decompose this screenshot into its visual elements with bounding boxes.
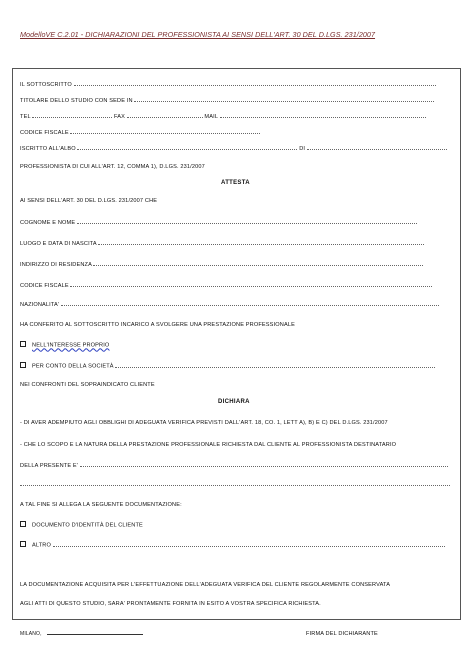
presente-label: DELLA PRESENTE E' <box>20 463 79 469</box>
sottoscritto-label: IL SOTTOSCRITTO <box>20 82 72 88</box>
iscritto-row <box>20 145 447 152</box>
interesse-proprio-label: NELL'INTERESSE PROPRIO <box>32 342 110 349</box>
sottoscritto-row <box>20 81 436 88</box>
document-title: ModelloVE C.2.01 - DICHIARAZIONI DEL PROFESSIONISTA AI SENSI DELL'ART. 30 DEL D.LGS. 231/2007 <box>20 30 376 39</box>
documentazione-text-2: AGLI ATTI DI QUESTO STUDIO, SARA' PRONTAMENTE FORNITA IN ESITO A VOSTRA SPECIFICA RICHIESTA. <box>20 601 321 607</box>
interesse-proprio-checkbox[interactable] <box>20 341 26 347</box>
interesse-proprio-row <box>20 341 109 349</box>
firma-label: FIRMA DEL DICHIARANTE <box>306 631 378 637</box>
indirizzo-label: INDIRIZZO DI RESIDENZA <box>20 262 92 268</box>
altro-label: ALTRO <box>32 542 51 549</box>
tel-label: TEL <box>20 114 31 120</box>
per-conto-label: PER CONTO DELLA SOCIETÀ <box>32 363 114 370</box>
codice-fiscale-2-field[interactable] <box>70 282 432 287</box>
professionista-text: PROFESSIONISTA DI CUI ALL'ART. 12, COMMA 1), D.LGS. 231/2007 <box>20 164 205 170</box>
milano-label: MILANO, <box>20 631 42 637</box>
presente-field[interactable] <box>80 462 448 467</box>
cognome-field[interactable] <box>77 219 417 224</box>
luogo-field[interactable] <box>98 240 424 245</box>
scopo-text: - CHE LO SCOPO E LA NATURA DELLA PRESTAZIONE PROFESSIONALE RICHIESTA DAL CLIENTE AL PROFESSIONISTA DESTINATARIO <box>20 442 397 448</box>
tel-field[interactable] <box>32 113 112 118</box>
per-conto-row <box>20 362 435 370</box>
attesta-heading: ATTESTA <box>221 180 250 186</box>
luogo-label: LUOGO E DATA DI NASCITA <box>20 241 97 247</box>
sottoscritto-field[interactable] <box>74 81 436 86</box>
codice-fiscale-2-label: CODICE FISCALE <box>20 283 69 289</box>
codice-fiscale-2-row <box>20 282 432 289</box>
altro-field[interactable] <box>53 542 445 547</box>
per-conto-checkbox[interactable] <box>20 362 26 368</box>
incarico-text: HA CONFERITO AL SOTTOSCRITTO INCARICO A SVOLGERE UNA PRESTAZIONE PROFESSIONALE <box>20 322 295 328</box>
documento-label: DOCUMENTO D'IDENTITÀ DEL CLIENTE <box>32 522 143 529</box>
albo-field[interactable] <box>77 145 297 150</box>
iscritto-label: ISCRITTO ALL'ALBO <box>20 146 76 152</box>
nazionalita-row <box>20 301 439 308</box>
albo-di-field[interactable] <box>307 145 447 150</box>
adempiuto-text: - DI AVER ADEMPIUTO AGLI OBBLIGHI DI ADEGUATA VERIFICA PREVISTI DALL'ART. 18, CO. 1, LETT A), B) E C) DEL D.LGS. 231/2007 <box>20 420 388 426</box>
cognome-label: COGNOME E NOME <box>20 220 76 226</box>
indirizzo-field[interactable] <box>93 261 423 266</box>
di-label: DI <box>299 146 306 152</box>
data-field[interactable] <box>47 634 143 635</box>
presente-continuation-field[interactable] <box>20 485 450 486</box>
allega-text: A TAL FINE SI ALLEGA LA SEGUENTE DOCUMENTAZIONE: <box>20 502 182 508</box>
cognome-row <box>20 219 417 226</box>
nazionalita-field[interactable] <box>61 301 439 306</box>
contatti-row <box>20 113 426 120</box>
fax-field[interactable] <box>127 113 203 118</box>
societa-field[interactable] <box>115 363 435 368</box>
luogo-row <box>20 240 424 247</box>
indirizzo-row <box>20 261 423 268</box>
dichiara-heading: DICHIARA <box>218 399 250 405</box>
ai-sensi-text: AI SENSI DELL'ART. 30 DEL D.LGS. 231/2007 CHE <box>20 198 158 204</box>
documento-checkbox[interactable] <box>20 521 26 527</box>
documento-row <box>20 521 143 529</box>
titolare-field[interactable] <box>134 97 434 102</box>
altro-checkbox[interactable] <box>20 541 26 547</box>
documentazione-text-1: LA DOCUMENTAZIONE ACQUISITA PER L'EFFETTUAZIONE DELL'ADEGUATA VERIFICA DEL CLIENTE REGOLARMENTE CONSERVATA <box>20 582 391 588</box>
codice-fiscale-label: CODICE FISCALE <box>20 130 69 136</box>
mail-field[interactable] <box>220 113 426 118</box>
mail-label: MAIL <box>204 114 218 120</box>
nei-confronti-text: NEI CONFRONTI DEL SOPRAINDICATO CLIENTE <box>20 382 155 388</box>
titolare-row <box>20 97 434 104</box>
altro-row <box>20 541 445 549</box>
nazionalita-label: NAZIONALITA' <box>20 302 60 308</box>
presente-row <box>20 462 448 469</box>
codice-fiscale-field[interactable] <box>70 129 260 134</box>
fax-label: FAX <box>113 114 125 120</box>
milano-row <box>20 631 143 637</box>
codice-fiscale-row <box>20 129 260 136</box>
titolare-label: TITOLARE DELLO STUDIO CON SEDE IN <box>20 98 133 104</box>
